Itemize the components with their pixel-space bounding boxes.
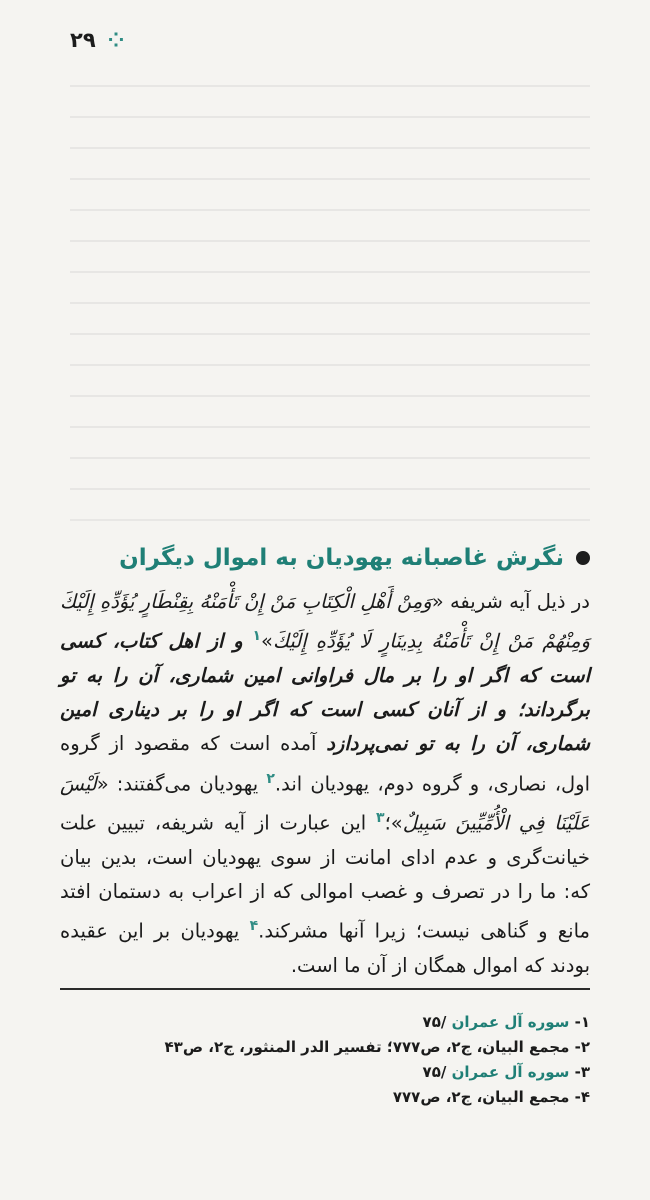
- page-number-text: ۲۹: [70, 28, 96, 52]
- quote-close-1: »: [261, 629, 273, 653]
- footnote-1-location: /۷۵: [422, 1013, 452, 1031]
- footnote-ref-3: ۳: [376, 810, 385, 827]
- body-paragraph: [60, 585, 590, 983]
- verse-translation-1: و از اهل کتاب، کسی است که اگر او را بر مال فراوانی امین شماری، آن را به تو برگرداند؛ و از آنان کسی است که اگر او را بر دیناری امین شماری، آن را به تو نمی‌پردازد: [60, 629, 590, 756]
- quran-verse-1: وَمِنْ أَهْلِ الْكِتَابِ مَنْ إِنْ تَأْمَنْهُ بِقِنْطَارٍ يُؤَدِّهِ إِلَيْكَ وَمِنْهُمْ مَنْ إِنْ تَأْمَنْهُ بِدِينَارٍ لَا يُؤَدِّهِ إِلَيْكَ: [60, 590, 590, 653]
- body-text-2: یهودیان می‌گفتند: «: [96, 772, 267, 796]
- footnote-3-location: /۷۵: [422, 1063, 452, 1081]
- bullet-icon: [576, 551, 590, 565]
- footnote-divider: [60, 988, 590, 990]
- body-text-1: آمده است که مقصود از گروه اول، نصاری، و گروه دوم، یهودیان اند.: [60, 732, 590, 796]
- footnote-4: ۴- مجمع البیان، ج۲، ص۷۷۷: [392, 1088, 590, 1106]
- footnote-1: [60, 1010, 590, 1035]
- footnote-ref-2: ۲: [266, 770, 275, 787]
- quote-close-2: »؛: [384, 811, 403, 835]
- footnote-ref-4: ۴: [249, 918, 259, 935]
- ornament-icon: ⁘: [107, 28, 125, 52]
- body-text-4: یهودیان بر این عقیده بودند که اموال همگان از آن ما است.: [60, 919, 590, 978]
- body-text-3: این عبارت از آیه شریفه، تبیین علت خیانت‌گری و عدم ادای امانت از سوی یهودیان است، بدین بیان که: ما را در تصرف و غصب اموالی که از اعراب به دستمان افتد مانع و گناهی نیست؛ زیرا آنها مشرکند.: [60, 811, 590, 943]
- show-through-background: [70, 85, 590, 535]
- section-heading-text: نگرش غاصبانه یهودیان به اموال دیگران: [119, 545, 564, 571]
- quran-verse-2: لَيْسَ عَلَيْنَا فِي الْأُمِّيِّينَ سَبِيلٌ: [60, 772, 590, 835]
- intro-text: در ذیل آیه شریفه «: [431, 590, 590, 613]
- footnote-1-source: سوره آل عمران: [451, 1013, 570, 1031]
- footnote-ref-1: ۱: [252, 628, 262, 645]
- footnotes: [60, 1010, 590, 1110]
- footnote-1-number: ۱-: [569, 1013, 590, 1031]
- page-number: [70, 28, 124, 52]
- footnote-3-number: ۳-: [569, 1063, 590, 1081]
- footnote-3: [60, 1060, 590, 1085]
- footnote-3-source: سوره آل عمران: [451, 1063, 570, 1081]
- footnote-2: ۲- مجمع البیان، ج۲، ص۷۷۷؛ تفسیر الدر المنثور، ج۲، ص۴۳: [164, 1038, 590, 1056]
- section-heading: [60, 545, 590, 571]
